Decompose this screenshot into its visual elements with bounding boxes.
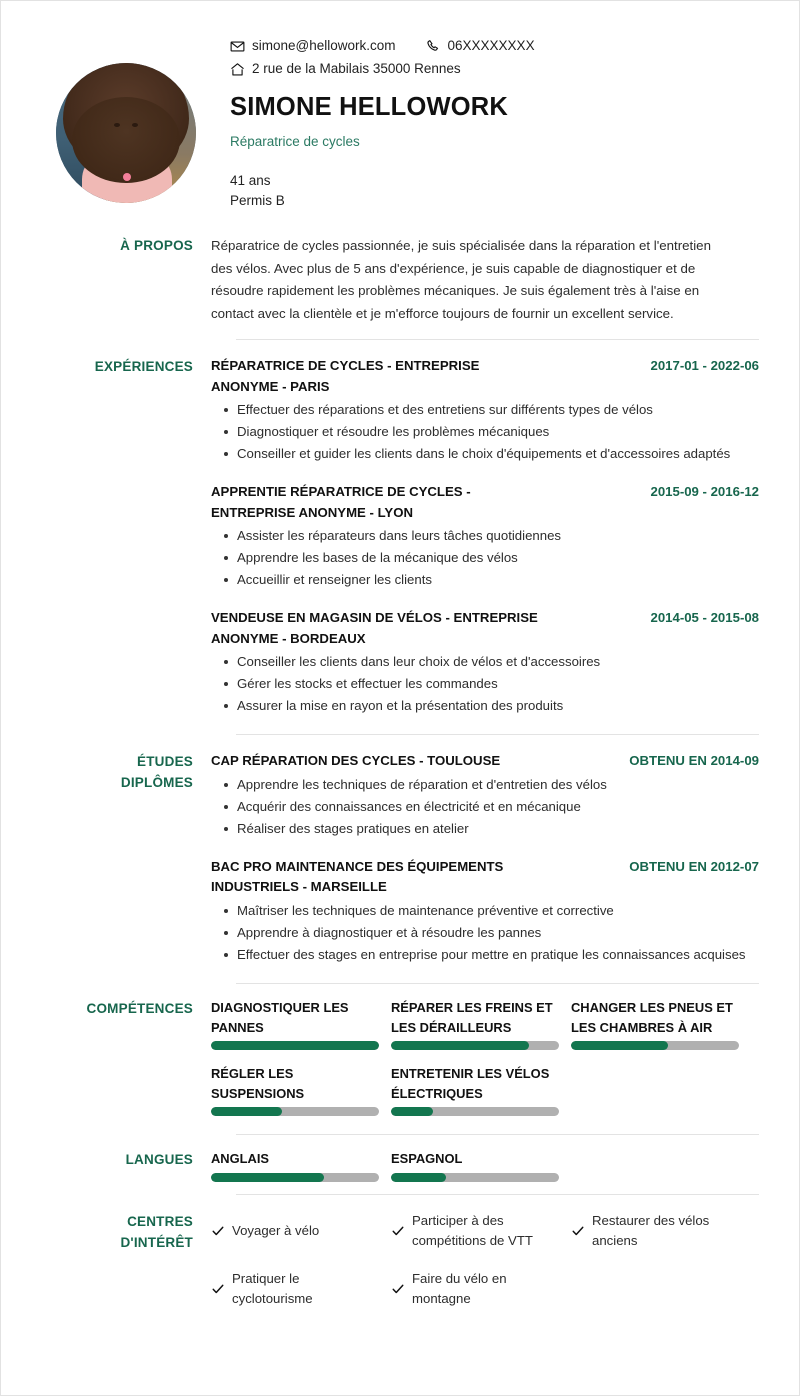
language-progress-bar: [211, 1173, 379, 1182]
check-icon: [391, 1282, 405, 1296]
experience-bullets: [211, 525, 759, 590]
email-text: simone@hellowork.com: [252, 38, 396, 53]
list-item: Maîtriser les techniques de maintenance préventive et corrective: [211, 900, 759, 921]
check-icon: [391, 1224, 405, 1238]
skill-progress-fill: [571, 1041, 668, 1050]
about-text: Réparatrice de cycles passionnée, je suis spécialisée dans la réparation et l'entretien des vélos. Avec plus de 5 ans d'expérience, je suis capable de diagnostiquer et de résoudre rapidement les problèmes mécaniques. Je suis également très à l'aise en contact avec la clientèle et je m'efforce toujours de fournir un excellent service.: [211, 238, 711, 321]
education-entry: [211, 857, 759, 965]
experience-bullets: [211, 399, 759, 464]
skill-progress-bar: [571, 1041, 739, 1050]
skill-item: [211, 998, 391, 1050]
check-icon: [571, 1224, 585, 1238]
interest-label: Participer à des compétitions de VTT: [412, 1212, 533, 1248]
education-title: BAC PRO MAINTENANCE DES ÉQUIPEMENTS INDUSTRIELS - MARSEILLE: [211, 858, 504, 894]
skill-item: [571, 998, 751, 1050]
skills-grid: [211, 998, 759, 1130]
education-title: CAP RÉPARATION DES CYCLES - TOULOUSE: [211, 753, 501, 768]
experience-list: [211, 356, 759, 718]
experience-entry: [211, 356, 759, 464]
skill-progress-fill: [391, 1107, 433, 1116]
skill-progress-bar: [211, 1107, 379, 1116]
skill-name: RÉPARER LES FREINS ET LES DÉRAILLEURS: [391, 999, 553, 1035]
licence-text: Permis B: [230, 193, 285, 208]
phone-text: 06XXXXXXXX: [447, 38, 535, 53]
phone-icon: [426, 39, 441, 54]
language-progress-fill: [211, 1173, 324, 1182]
skill-name: DIAGNOSTIQUER LES PANNES: [211, 999, 349, 1035]
list-item: Gérer les stocks et effectuer les commandes: [211, 673, 759, 694]
interest-item: [391, 1211, 571, 1251]
interest-label: Restaurer des vélos anciens: [592, 1212, 710, 1248]
interest-item: [391, 1269, 571, 1309]
experience-entry: [211, 608, 759, 716]
experience-bullets: [211, 651, 759, 716]
age-text: 41 ans: [230, 173, 271, 188]
section-label-education: [1, 751, 211, 793]
skill-name: ENTRETENIR LES VÉLOS ÉLECTRIQUES: [391, 1065, 550, 1101]
skill-progress-bar: [391, 1107, 559, 1116]
list-item: Assurer la mise en rayon et la présentation des produits: [211, 695, 759, 716]
list-item: Effectuer des réparations et des entretiens sur différents types de vélos: [211, 399, 759, 420]
language-name: ANGLAIS: [211, 1150, 270, 1166]
skill-progress-fill: [211, 1041, 379, 1050]
education-bullets: [211, 774, 759, 839]
interest-item: [571, 1211, 751, 1251]
cv-header: [1, 1, 799, 211]
interest-label: Pratiquer le cyclotourisme: [232, 1270, 313, 1306]
education-bullets: [211, 900, 759, 965]
experience-title: APPRENTIE RÉPARATRICE DE CYCLES - ENTREPRISE ANONYME - LYON: [211, 484, 471, 520]
skill-progress-fill: [211, 1107, 282, 1116]
skill-progress-bar: [391, 1041, 559, 1050]
section-label-about: À PROPOS: [120, 238, 193, 253]
list-item: Réaliser des stages pratiques en atelier: [211, 818, 759, 839]
skill-progress-fill: [391, 1041, 529, 1050]
skill-item: [391, 998, 571, 1050]
envelope-icon: [230, 39, 245, 54]
language-progress-bar: [391, 1173, 559, 1182]
experience-title: RÉPARATRICE DE CYCLES - ENTREPRISE ANONYME - PARIS: [211, 358, 480, 394]
contact-row-address: [230, 58, 759, 80]
skill-item: [211, 1064, 391, 1116]
experience-date: 2015-09 - 2016-12: [650, 484, 759, 499]
education-date: OBTENU EN 2014-09: [629, 753, 759, 768]
experience-date: 2017-01 - 2022-06: [650, 358, 759, 373]
contact-row-primary: [230, 35, 759, 57]
language-item: [211, 1149, 391, 1182]
language-name: ESPAGNOL: [391, 1150, 463, 1166]
list-item: Apprendre à diagnostiquer et à résoudre les pannes: [211, 922, 759, 943]
section-label-experiences: EXPÉRIENCES: [94, 359, 193, 374]
interest-item: [211, 1211, 391, 1251]
list-item: Apprendre les bases de la mécanique des vélos: [211, 547, 759, 568]
section-label-education-line2: DIPLÔMES: [120, 775, 193, 790]
interest-label: Faire du vélo en montagne: [412, 1270, 507, 1306]
list-item: Effectuer des stages en entreprise pour mettre en pratique les connaissances acquises: [211, 944, 759, 965]
experience-title: VENDEUSE EN MAGASIN DE VÉLOS - ENTREPRISE ANONYME - BORDEAUX: [211, 610, 538, 646]
education-entry: [211, 751, 759, 839]
language-item: [391, 1149, 571, 1182]
check-icon: [211, 1282, 225, 1296]
experience-entry: [211, 482, 759, 590]
avatar: [56, 63, 196, 203]
interest-label: Voyager à vélo: [232, 1222, 320, 1238]
list-item: Accueillir et renseigner les clients: [211, 569, 759, 590]
address-text: 2 rue de la Mabilais 35000 Rennes: [252, 61, 461, 76]
section-languages: [1, 1135, 799, 1194]
list-item: Apprendre les techniques de réparation et d'entretien des vélos: [211, 774, 759, 795]
section-about: [1, 211, 799, 339]
header-info: [196, 31, 759, 211]
list-item: Conseiller et guider les clients dans le choix d'équipements et d'accessoires adaptés: [211, 443, 759, 464]
job-title: Réparatrice de cycles: [230, 134, 360, 149]
experience-date: 2014-05 - 2015-08: [650, 610, 759, 625]
section-label-interests: [1, 1211, 211, 1253]
education-date: OBTENU EN 2012-07: [629, 858, 759, 874]
interest-item: [211, 1269, 391, 1309]
page-title: SIMONE HELLOWORK: [230, 93, 509, 121]
section-education: [1, 735, 799, 983]
section-label-interests-line2: D'INTÉRÊT: [120, 1234, 193, 1250]
skill-progress-bar: [211, 1041, 379, 1050]
section-experiences: [1, 340, 799, 734]
education-list: [211, 751, 759, 967]
list-item: Diagnostiquer et résoudre les problèmes mécaniques: [211, 421, 759, 442]
section-label-languages: LANGUES: [125, 1151, 193, 1167]
list-item: Acquérir des connaissances en électricité et en mécanique: [211, 796, 759, 817]
language-progress-fill: [391, 1173, 446, 1182]
skill-name: RÉGLER LES SUSPENSIONS: [211, 1065, 305, 1101]
avatar-container: [56, 31, 196, 203]
interests-grid: [211, 1211, 759, 1327]
home-icon: [230, 62, 245, 77]
skill-name: CHANGER LES PNEUS ET LES CHAMBRES À AIR: [571, 999, 733, 1035]
list-item: Assister les réparateurs dans leurs tâches quotidiennes: [211, 525, 759, 546]
section-label-skills: COMPÉTENCES: [86, 1000, 193, 1016]
list-item: Conseiller les clients dans leur choix de vélos et d'accessoires: [211, 651, 759, 672]
section-label-education-line1: ÉTUDES: [137, 754, 193, 769]
section-skills: [1, 984, 799, 1134]
section-label-interests-line1: CENTRES: [127, 1213, 193, 1229]
languages-grid: [211, 1149, 759, 1182]
check-icon: [211, 1224, 225, 1238]
skill-item: [391, 1064, 571, 1116]
section-interests: [1, 1195, 799, 1343]
